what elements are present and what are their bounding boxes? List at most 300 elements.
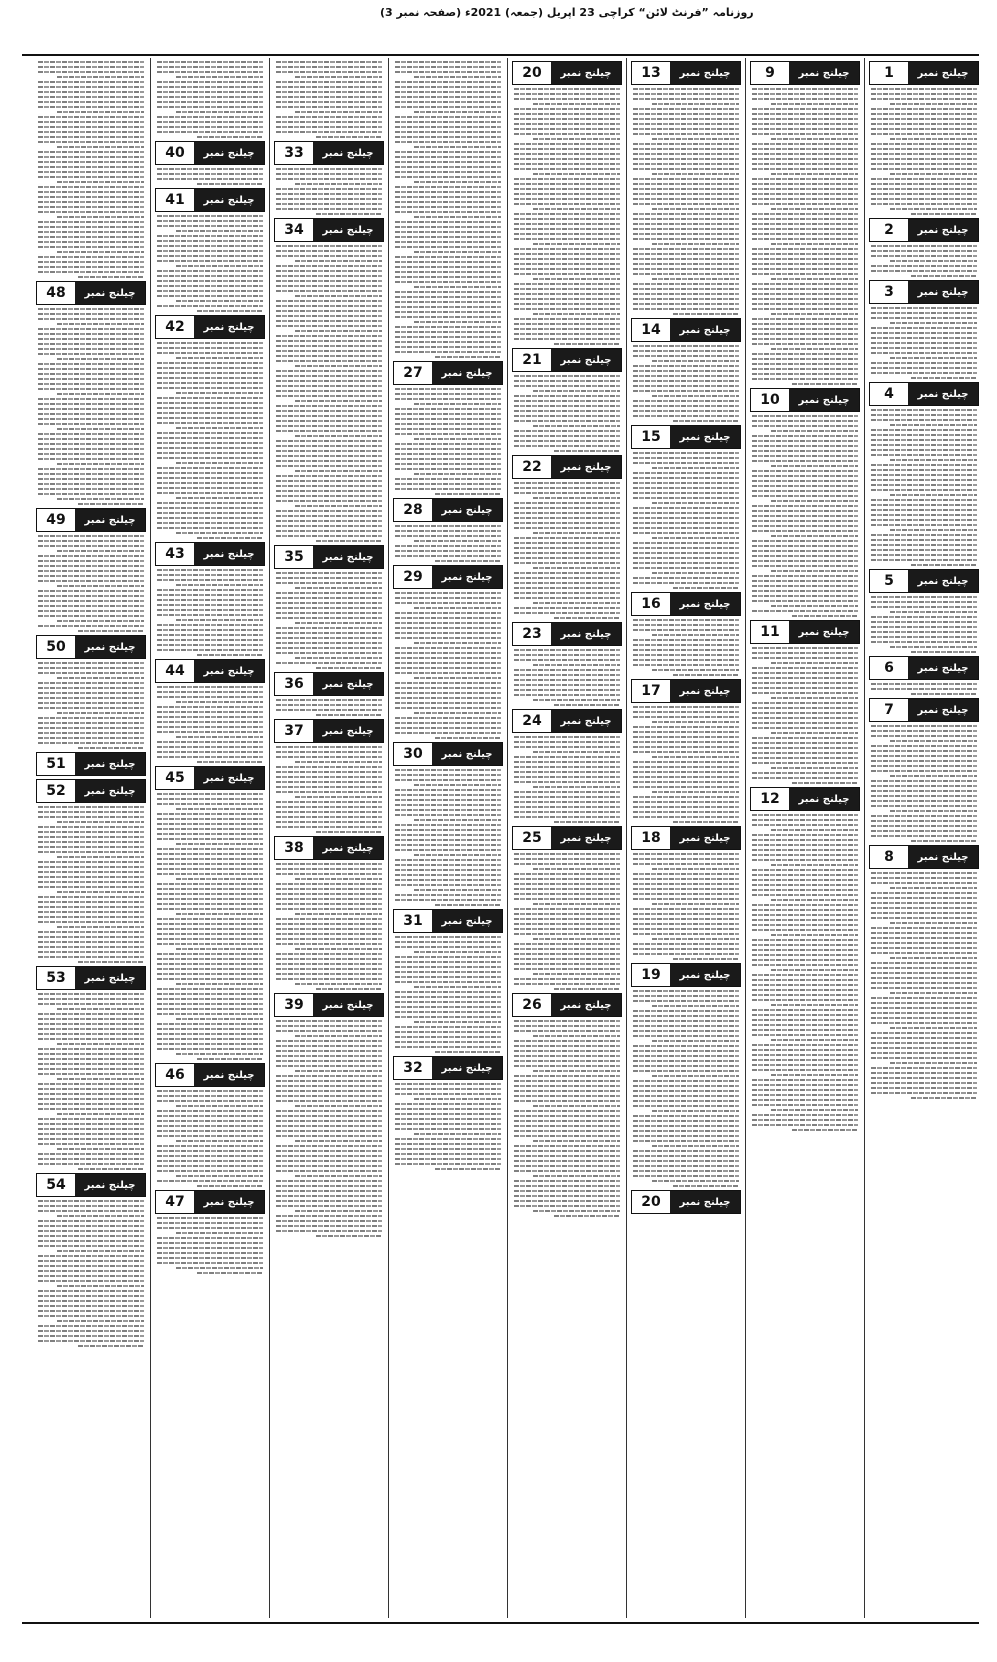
- text-line: [890, 810, 977, 812]
- text-line: [752, 93, 858, 95]
- text-line: [514, 492, 620, 494]
- text-line: [157, 988, 263, 990]
- text-line: [157, 649, 263, 651]
- challenge-label: چیلنج نمبر: [313, 546, 383, 568]
- text-line: [871, 449, 977, 451]
- challenge-number-tag: [274, 719, 384, 743]
- text-line: [295, 505, 382, 507]
- text-line: [514, 395, 620, 397]
- text-line: [157, 1145, 263, 1147]
- text-line: [414, 321, 501, 323]
- challenge-number: 50: [37, 636, 75, 658]
- text-line: [871, 509, 977, 511]
- text-line: [395, 91, 501, 93]
- text-line: [197, 537, 263, 539]
- text-line: [38, 121, 144, 123]
- text-line: [176, 913, 263, 915]
- text-line: [395, 717, 501, 719]
- bottom-rule: [22, 1622, 979, 1624]
- challenge-number: 7: [870, 699, 908, 721]
- text-line: [752, 495, 858, 497]
- text-line: [295, 1175, 382, 1177]
- challenge-number-tag: [393, 361, 503, 385]
- text-line: [871, 825, 977, 827]
- text-line: [652, 1075, 739, 1077]
- text-line: [395, 61, 501, 63]
- text-line: [871, 193, 977, 195]
- text-line: [38, 956, 144, 958]
- text-line: [38, 1340, 144, 1342]
- text-line: [871, 265, 977, 267]
- text-line: [38, 535, 144, 537]
- text-line: [771, 767, 858, 769]
- text-line: [395, 463, 501, 465]
- text-line: [395, 632, 501, 634]
- challenge-number: 41: [156, 189, 194, 211]
- text-line: [57, 585, 144, 587]
- text-line: [395, 794, 501, 796]
- text-line: [157, 863, 263, 865]
- text-line: [514, 888, 620, 890]
- text-line: [157, 305, 263, 307]
- challenge-number-tag: [36, 752, 146, 776]
- challenge-number: 21: [513, 349, 551, 371]
- text-line: [276, 1195, 382, 1197]
- challenge-number: 52: [37, 780, 75, 802]
- challenge-item: [36, 635, 146, 749]
- text-line: [752, 1054, 858, 1056]
- text-line: [157, 477, 263, 479]
- text-line: [176, 357, 263, 359]
- text-line: [157, 96, 263, 98]
- text-line: [514, 482, 620, 484]
- text-line: [514, 440, 620, 442]
- text-line: [514, 1065, 620, 1067]
- text-line: [633, 806, 739, 808]
- text-line: [752, 879, 858, 881]
- text-line: [38, 667, 144, 669]
- text-line: [633, 113, 739, 115]
- article-text-block: [155, 342, 265, 539]
- text-line: [514, 953, 620, 955]
- article-text-block: [274, 746, 384, 833]
- text-line: [633, 1055, 739, 1057]
- text-line: [38, 1053, 144, 1055]
- text-line: [435, 493, 501, 495]
- text-line: [514, 796, 620, 798]
- challenge-label: چیلنج نمبر: [670, 827, 740, 849]
- text-line: [157, 1043, 263, 1045]
- article-text-block: [274, 699, 384, 716]
- text-line: [38, 246, 144, 248]
- text-line: [157, 387, 263, 389]
- text-line: [871, 93, 977, 95]
- text-line: [276, 455, 382, 457]
- text-line: [38, 1205, 144, 1207]
- text-line: [414, 712, 501, 714]
- text-line: [633, 1130, 739, 1132]
- text-line: [514, 766, 620, 768]
- text-line: [295, 295, 382, 297]
- text-line: [395, 231, 501, 233]
- challenge-number: 38: [275, 837, 313, 859]
- text-line: [514, 148, 620, 150]
- text-line: [514, 801, 620, 803]
- text-line: [771, 829, 858, 831]
- text-line: [176, 1105, 263, 1107]
- text-line: [752, 143, 858, 145]
- text-line: [38, 1073, 144, 1075]
- text-line: [871, 183, 977, 185]
- text-line: [633, 878, 739, 880]
- text-line: [157, 517, 263, 519]
- text-line: [157, 696, 263, 698]
- text-line: [38, 1048, 144, 1050]
- text-line: [514, 118, 620, 120]
- text-line: [157, 938, 263, 940]
- challenge-number-tag: [36, 635, 146, 659]
- text-line: [276, 245, 382, 247]
- text-line: [871, 641, 977, 643]
- text-line: [633, 816, 739, 818]
- challenge-number-tag: [274, 545, 384, 569]
- text-line: [752, 959, 858, 961]
- text-line: [157, 978, 263, 980]
- text-line: [752, 88, 858, 90]
- text-line: [276, 178, 382, 180]
- text-line: [38, 221, 144, 223]
- challenge-label: چیلنج نمبر: [313, 994, 383, 1016]
- text-line: [38, 717, 144, 719]
- text-line: [38, 1063, 144, 1065]
- text-line: [514, 198, 620, 200]
- text-line: [752, 1024, 858, 1026]
- text-line: [633, 158, 739, 160]
- text-line: [157, 599, 263, 601]
- text-line: [633, 1080, 739, 1082]
- article-text-block: [36, 535, 146, 632]
- text-line: [633, 198, 739, 200]
- text-line: [38, 191, 144, 193]
- text-line: [752, 545, 858, 547]
- text-line: [57, 393, 144, 395]
- text-line: [871, 255, 977, 257]
- text-line: [395, 769, 501, 771]
- article-text-block: [869, 409, 979, 566]
- text-line: [395, 550, 501, 552]
- text-line: [633, 410, 739, 412]
- text-line: [176, 230, 263, 232]
- text-line: [157, 923, 263, 925]
- text-line: [633, 953, 739, 955]
- column-divider: [864, 58, 865, 1618]
- text-line: [295, 1035, 382, 1037]
- text-line: [395, 271, 501, 273]
- text-line: [752, 510, 858, 512]
- article-text-block: [36, 993, 146, 1170]
- text-line: [38, 1265, 144, 1267]
- text-line: [633, 375, 739, 377]
- text-line: [514, 193, 620, 195]
- text-line: [395, 991, 501, 993]
- text-line: [38, 308, 144, 310]
- text-line: [157, 467, 263, 469]
- column-divider: [626, 58, 627, 1618]
- text-line: [752, 253, 858, 255]
- text-line: [157, 579, 263, 581]
- text-line: [38, 687, 144, 689]
- text-line: [514, 293, 620, 295]
- text-line: [514, 273, 620, 275]
- challenge-label: چیلنج نمبر: [908, 281, 978, 303]
- text-line: [276, 1185, 382, 1187]
- challenge-label: چیلنج نمبر: [789, 389, 859, 411]
- text-line: [752, 515, 858, 517]
- text-line: [157, 908, 263, 910]
- text-line: [395, 351, 501, 353]
- text-line: [633, 457, 739, 459]
- challenge-number-tag: [36, 281, 146, 305]
- text-line: [514, 380, 620, 382]
- text-line: [276, 126, 382, 128]
- text-line: [414, 951, 501, 953]
- text-line: [752, 777, 858, 779]
- news-column-1: [869, 58, 979, 1618]
- text-line: [752, 752, 858, 754]
- challenge-label: چیلنج نمبر: [75, 753, 145, 775]
- text-line: [395, 408, 501, 410]
- text-line: [395, 824, 501, 826]
- text-line: [633, 203, 739, 205]
- text-line: [752, 954, 858, 956]
- text-line: [295, 948, 382, 950]
- text-line: [752, 193, 858, 195]
- text-line: [276, 106, 382, 108]
- text-line: [752, 727, 858, 729]
- text-line: [157, 644, 263, 646]
- text-line: [295, 1070, 382, 1072]
- text-line: [871, 198, 977, 200]
- text-line: [157, 131, 263, 133]
- challenge-label: چیلنج نمبر: [313, 219, 383, 241]
- challenge-number: 8: [870, 846, 908, 868]
- challenge-label: چیلنج نمبر: [75, 636, 145, 658]
- article-text-block: [869, 725, 979, 842]
- text-line: [276, 275, 382, 277]
- text-line: [78, 1168, 144, 1170]
- text-line: [395, 859, 501, 861]
- challenge-item: [869, 569, 979, 653]
- text-line: [38, 1018, 144, 1020]
- text-line: [414, 403, 501, 405]
- text-line: [514, 674, 620, 676]
- text-line: [514, 928, 620, 930]
- article-text-block: [274, 168, 384, 215]
- challenge-number: 47: [156, 1191, 194, 1213]
- text-line: [276, 255, 382, 257]
- text-line: [752, 198, 858, 200]
- text-line: [38, 206, 144, 208]
- text-line: [652, 395, 739, 397]
- text-line: [276, 868, 382, 870]
- text-line: [871, 148, 977, 150]
- challenge-item: [512, 993, 622, 1217]
- challenge-label: چیلنج نمبر: [670, 593, 740, 615]
- text-line: [771, 662, 858, 664]
- text-line: [395, 662, 501, 664]
- text-line: [38, 565, 144, 567]
- challenge-number-tag: [393, 909, 503, 933]
- text-line: [633, 1155, 739, 1157]
- text-line: [276, 766, 382, 768]
- text-line: [157, 868, 263, 870]
- text-line: [752, 363, 858, 365]
- text-line: [395, 697, 501, 699]
- text-line: [911, 1097, 977, 1099]
- text-line: [157, 1160, 263, 1162]
- text-line: [633, 517, 739, 519]
- text-line: [395, 879, 501, 881]
- text-line: [652, 208, 739, 210]
- article-text-block: [36, 308, 146, 505]
- text-line: [652, 1040, 739, 1042]
- text-line: [752, 440, 858, 442]
- text-line: [514, 791, 620, 793]
- text-line: [38, 116, 144, 118]
- article-text-block: [631, 452, 741, 589]
- text-line: [514, 1165, 620, 1167]
- text-line: [752, 737, 858, 739]
- text-line: [295, 76, 382, 78]
- text-line: [752, 178, 858, 180]
- text-line: [395, 779, 501, 781]
- text-line: [514, 1045, 620, 1047]
- text-line: [57, 1320, 144, 1322]
- text-line: [752, 560, 858, 562]
- challenge-label: چیلنج نمبر: [432, 362, 502, 384]
- text-line: [276, 662, 382, 664]
- text-line: [395, 1128, 501, 1130]
- text-line: [57, 1215, 144, 1217]
- challenge-item: [750, 620, 860, 784]
- text-line: [276, 285, 382, 287]
- text-line: [38, 368, 144, 370]
- text-line: [395, 121, 501, 123]
- challenge-item: [36, 508, 146, 632]
- text-line: [514, 1120, 620, 1122]
- text-line: [633, 400, 739, 402]
- text-line: [395, 266, 501, 268]
- text-line: [752, 747, 858, 749]
- text-line: [176, 532, 263, 534]
- text-line: [533, 567, 620, 569]
- text-line: [533, 786, 620, 788]
- text-line: [871, 882, 977, 884]
- text-line: [395, 1123, 501, 1125]
- text-line: [752, 1104, 858, 1106]
- text-line: [514, 223, 620, 225]
- text-line: [633, 649, 739, 651]
- text-line: [871, 123, 977, 125]
- text-line: [871, 1032, 977, 1034]
- text-line: [871, 499, 977, 501]
- text-line: [38, 575, 144, 577]
- text-line: [633, 283, 739, 285]
- text-line: [533, 532, 620, 534]
- text-line: [752, 595, 858, 597]
- text-line: [395, 555, 501, 557]
- challenge-number-tag: [274, 141, 384, 165]
- text-line: [38, 1083, 144, 1085]
- text-line: [633, 619, 739, 621]
- text-line: [157, 838, 263, 840]
- column-divider: [745, 58, 746, 1618]
- text-line: [752, 490, 858, 492]
- text-line: [38, 1153, 144, 1155]
- text-line: [871, 118, 977, 120]
- text-line: [276, 893, 382, 895]
- text-line: [871, 178, 977, 180]
- text-line: [890, 260, 977, 262]
- text-line: [652, 360, 739, 362]
- text-line: [752, 590, 858, 592]
- text-line: [673, 821, 739, 823]
- challenge-item: [869, 382, 979, 566]
- article-text-block: [274, 863, 384, 990]
- article-text-block: [512, 88, 622, 345]
- article-text-block: [869, 683, 979, 695]
- text-line: [633, 582, 739, 584]
- text-line: [752, 470, 858, 472]
- text-line: [38, 560, 144, 562]
- text-line: [871, 367, 977, 369]
- text-line: [533, 1210, 620, 1212]
- text-line: [316, 136, 382, 138]
- challenge-number-tag: [512, 826, 622, 850]
- text-line: [395, 672, 501, 674]
- text-line: [533, 173, 620, 175]
- text-line: [752, 183, 858, 185]
- text-line: [157, 639, 263, 641]
- text-line: [633, 507, 739, 509]
- text-line: [890, 103, 977, 105]
- challenge-item: [393, 909, 503, 1053]
- text-line: [395, 316, 501, 318]
- text-line: [395, 413, 501, 415]
- text-line: [533, 1070, 620, 1072]
- text-line: [633, 751, 739, 753]
- text-line: [514, 248, 620, 250]
- challenge-number-tag: [631, 679, 741, 703]
- text-line: [395, 1011, 501, 1013]
- text-line: [752, 415, 858, 417]
- text-line: [316, 988, 382, 990]
- challenge-label: چیلنج نمبر: [75, 509, 145, 531]
- text-line: [752, 228, 858, 230]
- text-line: [514, 853, 620, 855]
- challenge-label: چیلنج نمبر: [313, 720, 383, 742]
- text-line: [652, 669, 739, 671]
- text-line: [871, 735, 977, 737]
- text-line: [395, 1138, 501, 1140]
- text-line: [78, 747, 144, 749]
- text-line: [38, 96, 144, 98]
- text-line: [276, 131, 382, 133]
- text-line: [514, 1040, 620, 1042]
- text-line: [871, 88, 977, 90]
- challenge-number-tag: [512, 709, 622, 733]
- text-line: [871, 554, 977, 556]
